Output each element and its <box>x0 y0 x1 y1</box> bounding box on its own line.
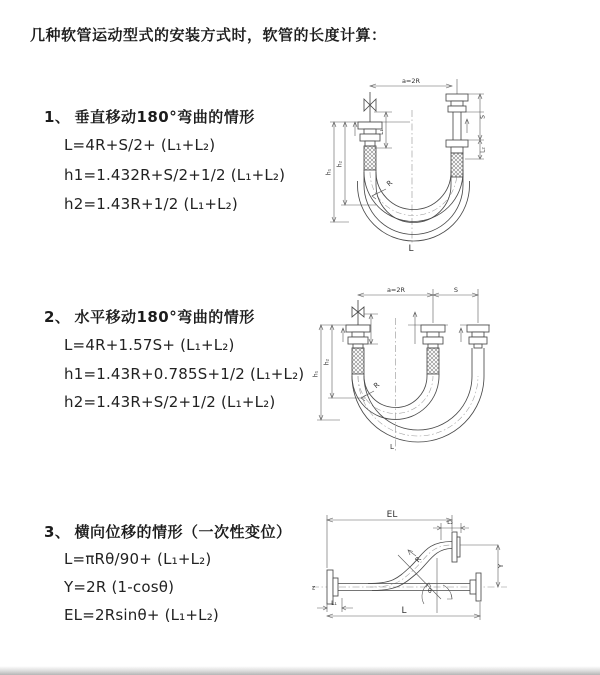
braided-hose-section <box>364 146 376 170</box>
up-arrow-icon <box>413 312 417 344</box>
right-fitting-lower <box>446 140 468 177</box>
dim-l1 <box>317 598 353 612</box>
braided-hose-section <box>427 348 439 374</box>
section-3-title: 横向位移的情形（一次性变位） <box>74 523 292 541</box>
section-2-heading <box>44 306 255 327</box>
label-r: R <box>372 380 382 391</box>
diagram-lateral-displacement <box>300 500 600 670</box>
hose-u-bend <box>358 170 470 241</box>
page-title: 几种软管运动型式的安装方式时，软管的长度计算： <box>30 26 387 44</box>
dim-el <box>327 510 452 568</box>
label-h2: h₂ <box>323 358 331 366</box>
section-1-number: 1、 <box>44 108 71 126</box>
formula-line: L=4R+1.57S+ (L₁+L₂) <box>64 336 235 354</box>
dim-h1 <box>313 325 341 420</box>
label-a2r: a=2R <box>386 286 406 294</box>
label-l: L <box>390 443 394 451</box>
up-arrow-icon <box>459 328 463 342</box>
label-r: R <box>385 178 395 189</box>
page-bottom-shadow <box>0 666 600 675</box>
formula-line: Y=2R (1-cosθ) <box>64 578 175 596</box>
braided-hose-section <box>352 348 364 374</box>
up-arrow-icon <box>465 119 469 133</box>
label-l: L <box>408 244 414 254</box>
angle-theta <box>398 555 452 613</box>
formula-line: L=4R+S/2+ (L₁+L₂) <box>64 136 216 154</box>
section-1-heading <box>44 106 255 127</box>
dim-l2 <box>478 140 487 159</box>
label-h2: h₂ <box>336 160 344 168</box>
middle-fitting <box>421 325 445 374</box>
label-s: S <box>479 115 487 119</box>
valve-icon <box>352 300 364 325</box>
label-h1: h₁ <box>312 370 320 378</box>
section-1-title: 垂直移动180°弯曲的情形 <box>74 108 255 126</box>
formula-line: EL=2Rsinθ+ (L₁+L₂) <box>64 606 219 624</box>
diagram-vertical-180-bend <box>312 72 592 262</box>
right-flange <box>470 573 481 601</box>
upper-flange <box>452 532 460 562</box>
label-l2: L₂ <box>447 519 453 526</box>
dim-y <box>496 545 505 587</box>
formula-line: h2=1.43R+S/2+1/2 (L₁+L₂) <box>64 393 276 411</box>
label-el: EL <box>386 510 398 520</box>
label-z-mark: z <box>312 584 316 592</box>
label-l1: L₁ <box>331 600 337 607</box>
right-fitting-upper <box>446 94 468 112</box>
formula-line: h2=1.43R+1/2 (L₁+L₂) <box>64 195 238 213</box>
dim-l2 <box>433 519 469 540</box>
formula-line: h1=1.432R+S/2+1/2 (L₁+L₂) <box>64 166 286 184</box>
left-fitting <box>346 325 370 374</box>
formula-line: L=πRθ/90+ (L₁+L₂) <box>64 550 212 568</box>
label-theta: θ <box>428 588 432 595</box>
label-h1: h₁ <box>325 168 333 176</box>
label-s: S <box>453 286 459 294</box>
up-arrow-icon <box>353 122 357 136</box>
dim-h1 <box>326 122 350 222</box>
label-l1: L₁ <box>378 129 385 135</box>
dim-a2r <box>370 77 457 94</box>
dim-l <box>327 602 480 620</box>
section-2-title: 水平移动180°弯曲的情形 <box>74 308 255 326</box>
section-3-number: 3、 <box>44 523 71 541</box>
dim-a2r <box>358 286 478 323</box>
right-fitting <box>467 325 489 376</box>
label-l2: L₂ <box>479 147 487 153</box>
up-arrow-icon <box>341 328 345 342</box>
label-y: Y <box>497 563 505 569</box>
diagram-horizontal-180-bend <box>308 282 590 462</box>
section-3-heading <box>44 521 291 542</box>
valve-icon <box>364 92 376 122</box>
dim-r <box>408 550 423 564</box>
formula-line: h1=1.43R+0.785S+1/2 (L₁+L₂) <box>64 365 305 383</box>
dim-l1 <box>374 112 392 148</box>
dim-r <box>372 179 394 199</box>
left-flange <box>327 570 338 604</box>
label-a2r: a=2R <box>401 77 421 85</box>
label-r: R <box>413 555 424 565</box>
section-2-number: 2、 <box>44 308 71 326</box>
label-l: L <box>401 606 407 616</box>
